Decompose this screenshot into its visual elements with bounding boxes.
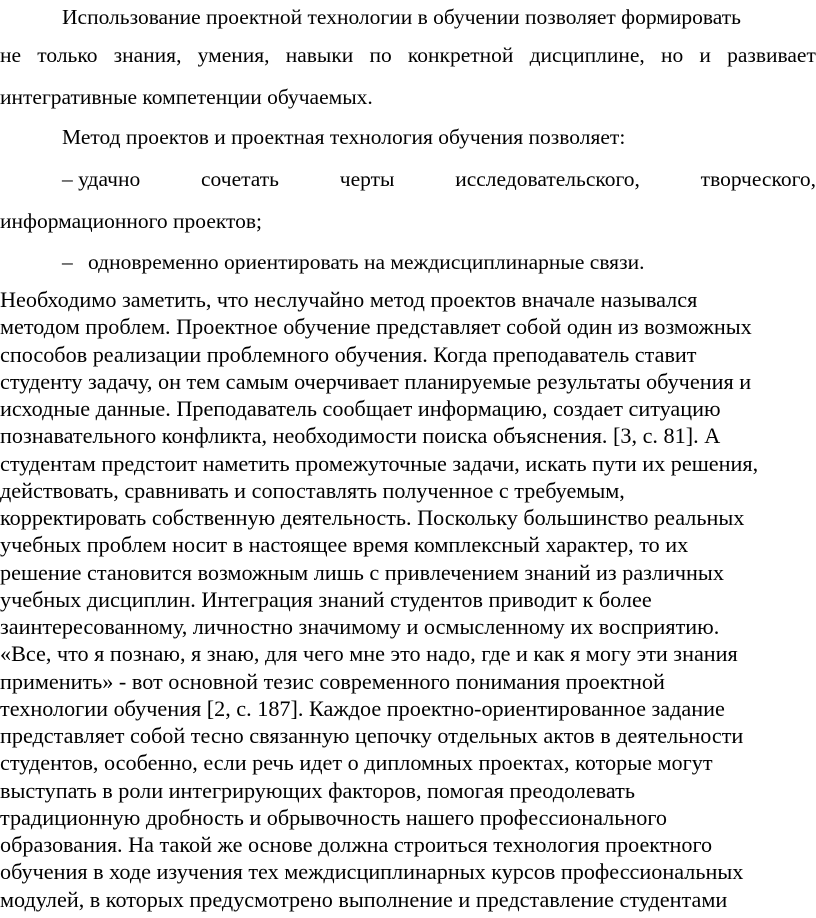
list-item-1-continuation: информационного проектов; — [0, 209, 263, 233]
body-line: применить» - вот основной тезис современного понимания проектной — [0, 668, 665, 694]
body-line: действовать, сравнивать и сопоставлять полученное с требуемым, — [0, 477, 625, 503]
list-item-2-text: одновременно ориентировать на междисциплинарные связи. — [88, 250, 645, 274]
body-line: Необходимо заметить, что неслучайно метод проектов вначале назывался — [0, 287, 698, 312]
body-line: учебных проблем носит в настоящее время комплексный характер, то их — [0, 532, 689, 558]
word: навыки — [285, 43, 354, 67]
body-line: заинтересованному, личностно значимому и осмысленному их восприятию. — [0, 614, 720, 639]
body-line: исходные данные. Преподаватель сообщает информацию, создает ситуацию — [0, 396, 721, 421]
intro-line-3: интегративные компетенции обучаемых. — [0, 85, 373, 109]
body-line: методом проблем. Проектное обучение представляет собой один из возможных — [0, 314, 752, 340]
body-line: учебных дисциплин. Интеграция знаний студентов приводит к более — [0, 586, 652, 612]
word: по — [369, 43, 392, 67]
intro-line-2 — [0, 40, 816, 70]
body-line: корректировать собственную деятельность. Поскольку большинство реальных — [0, 505, 745, 530]
intro-line-4: Метод проектов и проектная технология обучения позволяет: — [62, 125, 626, 149]
body-line: обучения в ходе изучения тех междисциплинарных курсов профессиональных — [0, 859, 744, 885]
body-line: технологии обучения [2, с. 187]. Каждое проектно-ориентированное задание — [0, 695, 725, 721]
body-paragraph — [0, 286, 816, 913]
word: конкретной — [407, 43, 514, 67]
word: сочетать — [201, 167, 279, 191]
word: и — [699, 43, 711, 67]
word: черты — [339, 167, 395, 191]
word: – удачно — [62, 167, 141, 191]
body-line: познавательного конфликта, необходимости поиска объяснения. [3, с. 81]. А — [0, 423, 721, 449]
list-item-2 — [62, 247, 816, 277]
body-line: решение становится возможным лишь с привлечением знаний из различных — [0, 559, 724, 585]
word: творческого, — [700, 167, 816, 191]
list-item-1 — [62, 164, 816, 194]
dash-bullet: – — [62, 250, 73, 274]
body-line: представляет собой тесно связанную цепочку отдельных актов в деятельности — [0, 723, 744, 748]
word: развивает — [727, 43, 816, 67]
body-line: традиционную дробность и обрывочность нашего профессионального — [0, 804, 667, 830]
body-line: студентам предстоит наметить промежуточные задачи, искать пути их решения, — [0, 450, 759, 476]
word: умения, — [197, 43, 270, 67]
word: дисциплине, — [529, 43, 645, 67]
word: знания, — [113, 43, 182, 67]
body-line: модулей, в которых предусмотрено выполнение и представление студентами — [0, 886, 728, 912]
word: только — [37, 43, 98, 67]
body-line: студенту задачу, он тем самым очерчивает планируемые результаты обучения и — [0, 368, 752, 394]
body-line: студентов, особенно, если речь идет о дипломных проектах, которые могут — [0, 750, 713, 776]
body-line: способов реализации проблемного обучения. Когда преподаватель ставит — [0, 341, 697, 367]
word: но — [660, 43, 684, 67]
body-line: выступать в роли интегрирующих факторов, помогая преодолевать — [0, 777, 635, 803]
body-line: «Все, что я познаю, я знаю, для чего мне это надо, где и как я могу эти знания — [0, 641, 738, 667]
intro-line-1: Использование проектной технологии в обучении позволяет формировать — [62, 5, 741, 29]
word: не — [0, 43, 22, 67]
body-line: образования. На такой же основе должна строиться технология проектного — [0, 832, 713, 857]
word: исследовательского, — [455, 167, 640, 191]
